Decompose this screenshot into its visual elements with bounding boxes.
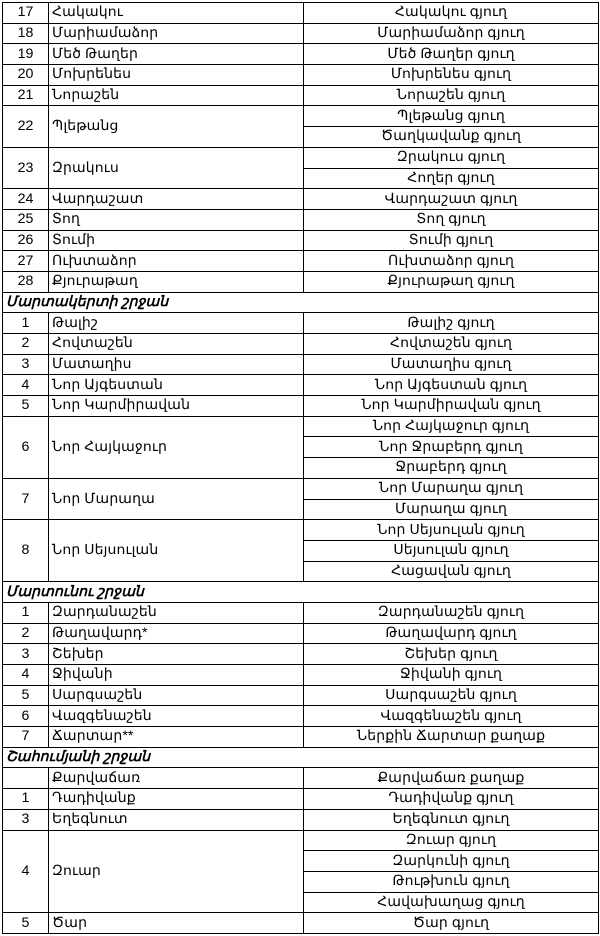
settlement-name: Մեծ Թաղեր գյուղ: [304, 44, 599, 65]
community-name: Թաղավարդ*: [49, 623, 304, 644]
table-row: [3, 727, 599, 748]
table-row: [3, 271, 599, 292]
community-name: Եղեգնուտ: [49, 809, 304, 830]
table-row: [3, 478, 599, 499]
table-row: [3, 416, 599, 437]
community-name: Նորաշեն: [49, 85, 304, 106]
community-name: Նոր Այգեստան: [49, 375, 304, 396]
settlement-name: Սեյսուլան գյուղ: [304, 540, 599, 561]
table-row: [3, 520, 599, 541]
community-name: Զարդանաշեն: [49, 602, 304, 623]
community-number: 1: [3, 313, 49, 334]
community-number: 7: [3, 478, 49, 519]
community-number: 22: [3, 106, 49, 147]
table-row: [3, 809, 599, 830]
community-number: 2: [3, 334, 49, 355]
community-name: Հովտաշեն: [49, 334, 304, 355]
community-name: Քյուրաթաղ: [49, 271, 304, 292]
settlement-name: Հակակու գյուղ: [304, 3, 599, 24]
community-number: 5: [3, 685, 49, 706]
section-heading-row: [3, 582, 599, 603]
settlement-name: Հողեր գյուղ: [304, 168, 599, 189]
settlement-name: Ծաղկավանք գյուղ: [304, 127, 599, 148]
community-number: 6: [3, 706, 49, 727]
community-name: Ջիվանի: [49, 665, 304, 686]
settlement-name: Եղեգնուտ գյուղ: [304, 809, 599, 830]
settlement-name: Հովտաշեն գյուղ: [304, 334, 599, 355]
section-heading: Մարտունու շրջան: [3, 582, 599, 603]
community-name: Քարվաճառ: [49, 768, 304, 789]
table-row: [3, 230, 599, 251]
settlement-name: Ուխտաձոր գյուղ: [304, 251, 599, 272]
table-row: [3, 375, 599, 396]
community-name: Զուար: [49, 830, 304, 913]
table-row: [3, 685, 599, 706]
settlement-name: Զրակուս գյուղ: [304, 147, 599, 168]
community-number: 4: [3, 375, 49, 396]
community-name: Տումի: [49, 230, 304, 251]
community-number: 5: [3, 913, 49, 934]
settlement-name: Քարվաճառ քաղաք: [304, 768, 599, 789]
settlement-name: Տող գյուղ: [304, 209, 599, 230]
table-row: [3, 44, 599, 65]
communities-table-body: [3, 3, 599, 934]
section-heading: Մարտակերտի շրջան: [3, 292, 599, 313]
community-name: Նոր Կարմիրավան: [49, 396, 304, 417]
settlement-name: Զարդանաշեն գյուղ: [304, 602, 599, 623]
community-name: Դադիվանք: [49, 789, 304, 810]
community-number: 6: [3, 416, 49, 478]
settlement-name: Նոր Սեյսուլան գյուղ: [304, 520, 599, 541]
settlement-name: Պլեթանց գյուղ: [304, 106, 599, 127]
settlement-name: Վարդաշատ գյուղ: [304, 189, 599, 210]
community-number: 25: [3, 209, 49, 230]
community-name: Վարդաշատ: [49, 189, 304, 210]
table-row: [3, 3, 599, 24]
community-name: Նոր Հայկաջուր: [49, 416, 304, 478]
table-row: [3, 313, 599, 334]
community-number: 2: [3, 623, 49, 644]
community-name: Մոխրենես: [49, 65, 304, 86]
settlement-name: Թալիշ գյուղ: [304, 313, 599, 334]
settlement-name: Դադիվանք գյուղ: [304, 789, 599, 810]
community-name: Թալիշ: [49, 313, 304, 334]
community-number: 3: [3, 809, 49, 830]
settlement-name: Նորաշեն գյուղ: [304, 85, 599, 106]
community-number: 23: [3, 147, 49, 188]
settlement-name: Տումի գյուղ: [304, 230, 599, 251]
settlement-name: Զարկունի գյուղ: [304, 851, 599, 872]
settlement-name: Մարաղա գյուղ: [304, 499, 599, 520]
community-number: 3: [3, 354, 49, 375]
settlement-name: Ծար գյուղ: [304, 913, 599, 934]
community-name: Ճարտար**: [49, 727, 304, 748]
settlement-name: Հավախաղաց գյուղ: [304, 892, 599, 913]
settlement-name: Ջրաբերդ գյուղ: [304, 458, 599, 479]
table-row: [3, 768, 599, 789]
settlement-name: Քյուրաթաղ գյուղ: [304, 271, 599, 292]
community-number: 8: [3, 520, 49, 582]
settlement-name: Թաղավարդ գյուղ: [304, 623, 599, 644]
settlement-name: Թութխուն գյուղ: [304, 871, 599, 892]
community-number: 20: [3, 65, 49, 86]
community-number: 18: [3, 23, 49, 44]
table-row: [3, 85, 599, 106]
community-number: 21: [3, 85, 49, 106]
community-number: 28: [3, 271, 49, 292]
table-row: [3, 913, 599, 934]
communities-table: [2, 2, 599, 934]
community-number: 7: [3, 727, 49, 748]
section-heading-row: [3, 747, 599, 768]
community-number: 27: [3, 251, 49, 272]
table-row: [3, 106, 599, 127]
community-number: 26: [3, 230, 49, 251]
community-name: Մատաղիս: [49, 354, 304, 375]
settlement-name: Զուար գյուղ: [304, 830, 599, 851]
table-row: [3, 251, 599, 272]
table-row: [3, 830, 599, 851]
table-row: [3, 65, 599, 86]
table-row: [3, 396, 599, 417]
community-number: [3, 768, 49, 789]
community-number: 19: [3, 44, 49, 65]
table-row: [3, 209, 599, 230]
community-name: Ուխտաձոր: [49, 251, 304, 272]
table-row: [3, 789, 599, 810]
table-row: [3, 189, 599, 210]
settlement-name: Նոր Հայկաջուր գյուղ: [304, 416, 599, 437]
settlement-name: Նոր Ջրաբերդ գյուղ: [304, 437, 599, 458]
settlement-name: Վազգենաշեն գյուղ: [304, 706, 599, 727]
table-row: [3, 354, 599, 375]
settlement-name: Նոր Այգեստան գյուղ: [304, 375, 599, 396]
table-row: [3, 147, 599, 168]
table-row: [3, 706, 599, 727]
settlement-name: Ներքին Ճարտար քաղաք: [304, 727, 599, 748]
community-number: 17: [3, 3, 49, 24]
table-row: [3, 623, 599, 644]
settlement-name: Հացավան գյուղ: [304, 561, 599, 582]
community-name: Սարգսաշեն: [49, 685, 304, 706]
community-name: Հակակու: [49, 3, 304, 24]
table-row: [3, 644, 599, 665]
community-number: 24: [3, 189, 49, 210]
community-name: Ծար: [49, 913, 304, 934]
section-heading: Շահումյանի շրջան: [3, 747, 599, 768]
table-row: [3, 602, 599, 623]
community-name: Զրակուս: [49, 147, 304, 188]
community-name: Տող: [49, 209, 304, 230]
settlement-name: Շեխեր գյուղ: [304, 644, 599, 665]
table-row: [3, 23, 599, 44]
community-name: Նոր Սեյսուլան: [49, 520, 304, 582]
community-name: Պլեթանց: [49, 106, 304, 147]
community-number: 3: [3, 644, 49, 665]
community-number: 4: [3, 665, 49, 686]
settlement-name: Ջիվանի գյուղ: [304, 665, 599, 686]
table-row: [3, 334, 599, 355]
settlement-name: Սարգսաշեն գյուղ: [304, 685, 599, 706]
table-row: [3, 665, 599, 686]
community-number: 5: [3, 396, 49, 417]
settlement-name: Մարիամաձոր գյուղ: [304, 23, 599, 44]
community-number: 1: [3, 789, 49, 810]
community-name: Մարիամաձոր: [49, 23, 304, 44]
settlement-name: Նոր Մարաղա գյուղ: [304, 478, 599, 499]
community-name: Վազգենաշեն: [49, 706, 304, 727]
community-name: Նոր Մարաղա: [49, 478, 304, 519]
settlement-name: Նոր Կարմիրավան գյուղ: [304, 396, 599, 417]
community-name: Մեծ Թաղեր: [49, 44, 304, 65]
community-number: 4: [3, 830, 49, 913]
settlement-name: Մատաղիս գյուղ: [304, 354, 599, 375]
community-number: 1: [3, 602, 49, 623]
settlement-name: Մոխրենես գյուղ: [304, 65, 599, 86]
community-name: Շեխեր: [49, 644, 304, 665]
section-heading-row: [3, 292, 599, 313]
